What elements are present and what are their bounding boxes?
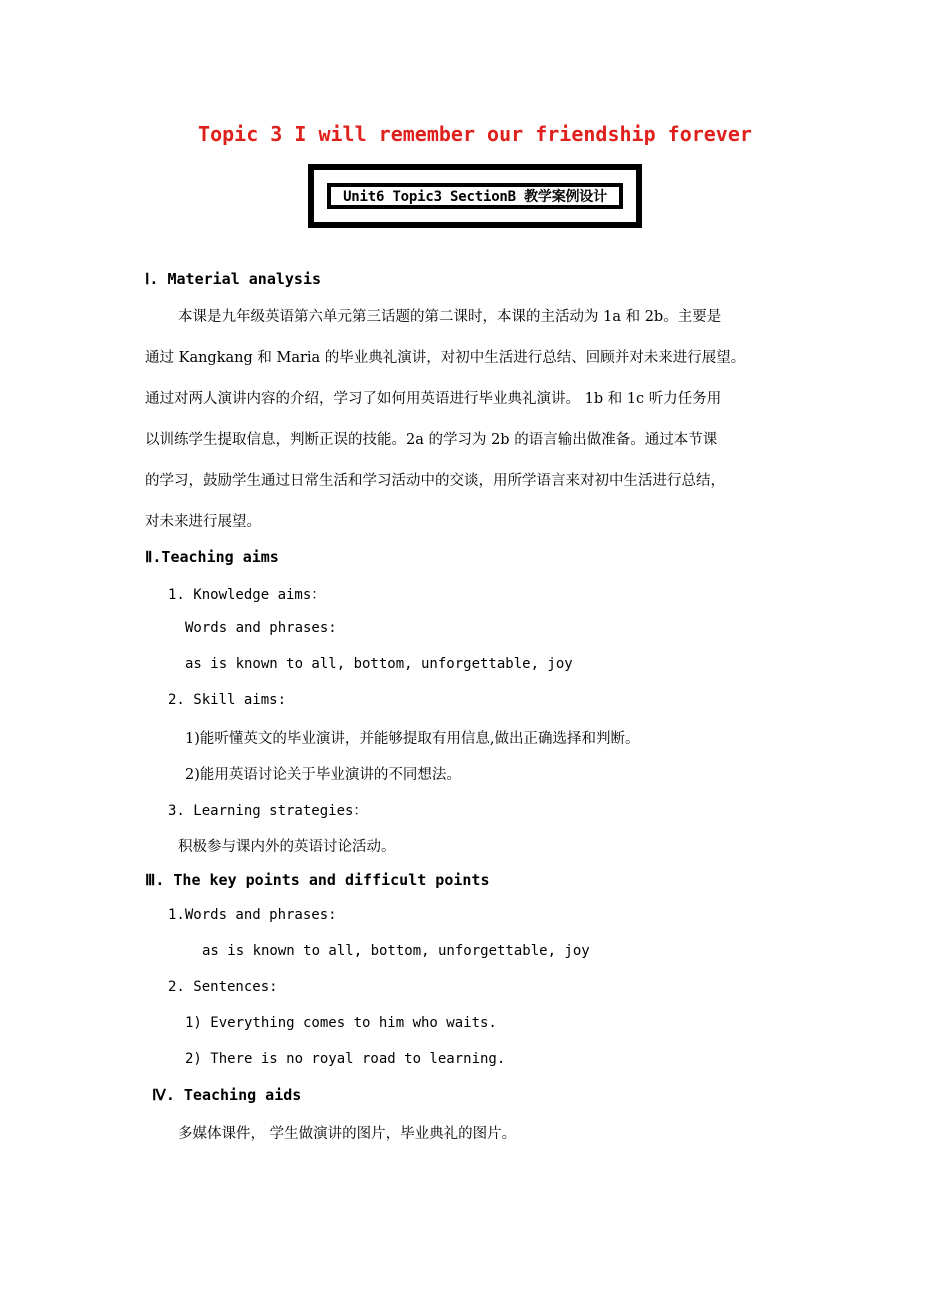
sentence-item: 2) There is no royal road to learning. [185,1051,506,1067]
section-3-heading: Ⅲ. The key points and difficult points [145,871,490,889]
section-1-line: 对未来进行展望。 [145,514,261,530]
learning-strategies-label: 3. Learning strategies： [168,803,368,819]
sentences-label: 2. Sentences: [168,979,278,995]
sentence-item: 1) Everything comes to him who waits. [185,1015,497,1031]
section-1-line: 通过 Kangkang 和 Maria 的毕业典礼演讲，对初中生活进行总结、回顾并对未来进行展望。 [145,350,746,366]
words-phrases-list: as is known to all, bottom, unforgettable, joy [202,943,590,959]
skill-aim-item: 2)能用英语讨论关于毕业演讲的不同想法。 [185,767,461,783]
words-phrases-list: as is known to all, bottom, unforgettable, joy [185,656,573,672]
document-title: Topic 3 I will remember our friendship forever [198,122,752,146]
subtitle-box [308,164,642,228]
skill-aims-label: 2. Skill aims: [168,692,287,708]
section-1-heading: Ⅰ. Material analysis [145,270,322,288]
section-1-line: 以训练学生提取信息，判断正误的技能。2a 的学习为 2b 的语言输出做准备。通过本节课 [145,432,718,448]
subtitle-box-inner [327,183,623,209]
learning-strategies-text: 积极参与课内外的英语讨论活动。 [178,839,396,855]
section-1-line: 通过对两人演讲内容的介绍，学习了如何用英语进行毕业典礼演讲。 1b 和 1c 听力任务用 [145,391,722,407]
section-2-heading: Ⅱ.Teaching aims [145,548,279,566]
knowledge-aims-label: 1. Knowledge aims： [168,587,326,603]
words-phrases-label: Words and phrases: [185,620,337,636]
section-1-line: 本课是九年级英语第六单元第三话题的第二课时，本课的主活动为 1a 和 2b。主要是 [178,309,722,325]
teaching-aids-text: 多媒体课件， 学生做演讲的图片，毕业典礼的图片。 [178,1126,517,1142]
subtitle: Unit6 Topic3 SectionB 教学案例设计 [343,189,607,205]
skill-aim-item: 1)能听懂英文的毕业演讲，并能够提取有用信息,做出正确选择和判断。 [185,731,640,747]
section-1-line: 的学习，鼓励学生通过日常生活和学习活动中的交谈，用所学语言来对初中生活进行总结， [145,473,725,489]
section-4-heading: Ⅳ. Teaching aids [152,1086,302,1104]
words-phrases-label: 1.Words and phrases: [168,907,337,923]
